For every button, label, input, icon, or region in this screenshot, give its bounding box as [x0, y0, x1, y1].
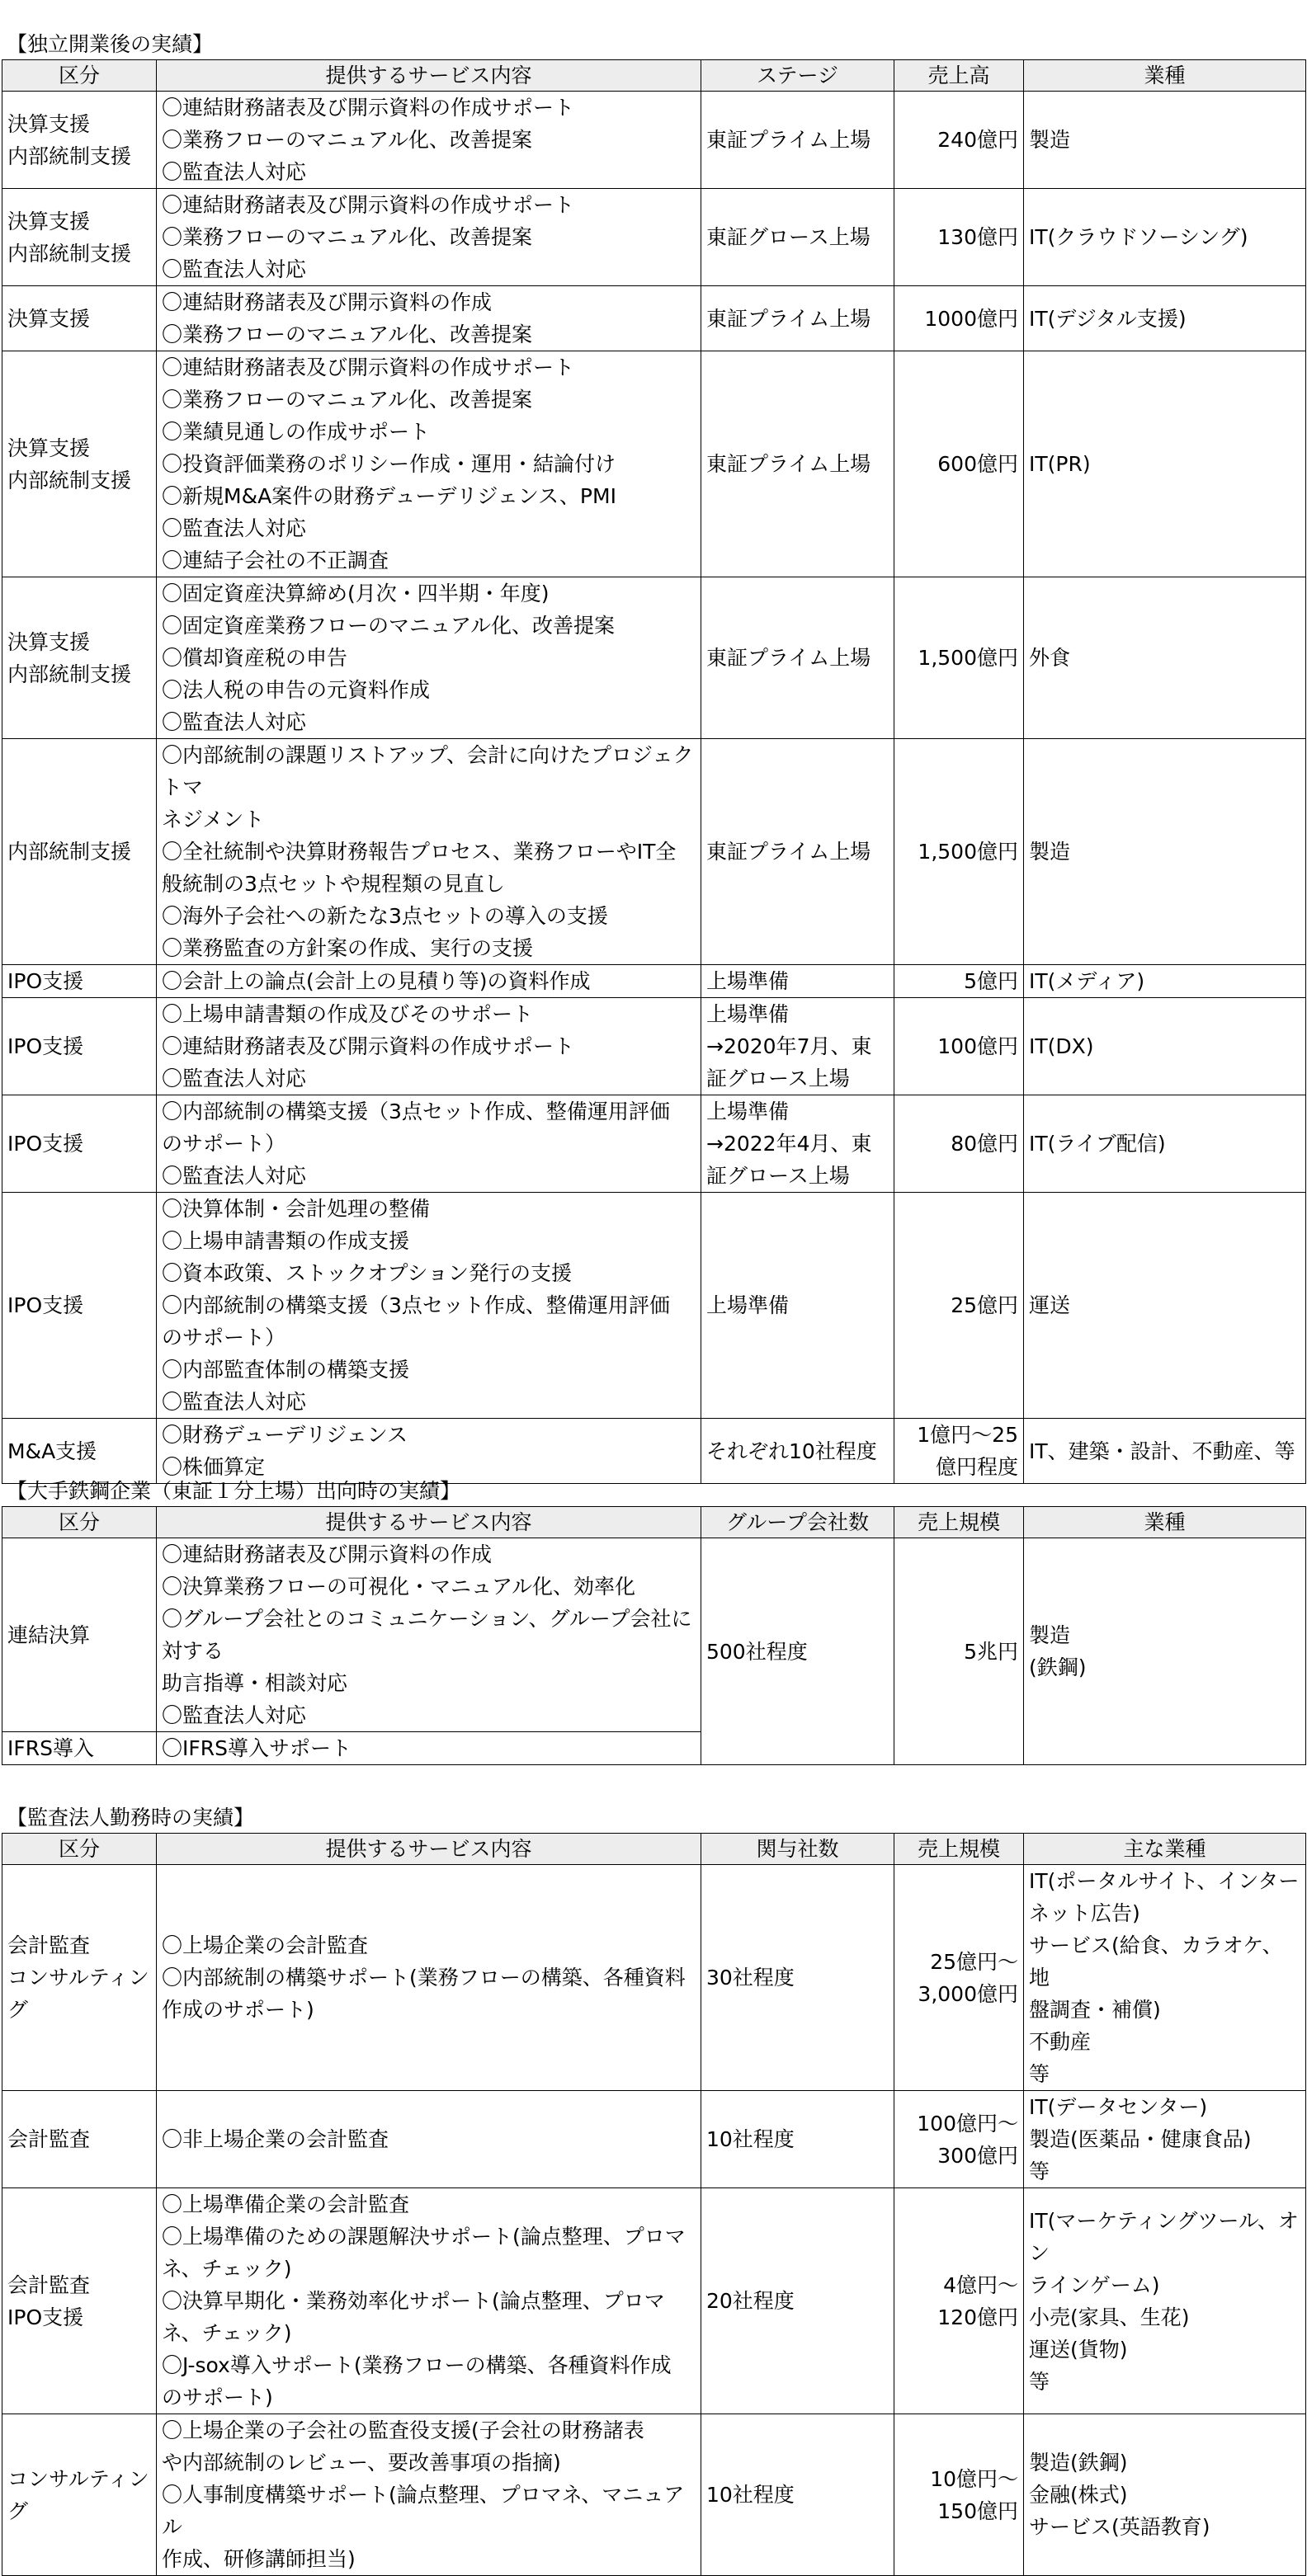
text-line: IT(メディア)	[1029, 969, 1145, 993]
text-line: IT(DX)	[1029, 1034, 1094, 1058]
cell-category	[2, 577, 157, 739]
header-company-count: 関与社数	[701, 1834, 894, 1865]
text-line: IT(ライブ配信)	[1029, 1132, 1166, 1156]
text-line: 会計監査	[7, 2272, 91, 2297]
text-line: 東証プライム上場	[706, 840, 871, 864]
text-line: 〇業務フローのマニュアル化、改善提案	[162, 128, 533, 152]
text-line: 上場準備	[706, 969, 790, 993]
text-line: 〇会計上の論点(会計上の見積り等)の資料作成	[162, 969, 591, 993]
text-line: 100億円	[937, 1034, 1018, 1058]
cell-sales	[894, 1419, 1024, 1484]
text-line: 決算支援	[7, 436, 91, 460]
text-line: 製造(医薬品・健康食品)	[1029, 2127, 1252, 2151]
text-line: (鉄鋼)	[1029, 1655, 1087, 1679]
cell-sales	[894, 998, 1024, 1095]
table-row	[2, 1538, 1306, 1732]
text-line: 〇連結子会社の不正調査	[162, 549, 389, 572]
text-line: 〇決算体制・会計処理の整備	[162, 1197, 431, 1221]
cell-industry	[1024, 351, 1306, 577]
table-row	[2, 2091, 1306, 2188]
text-line: 〇内部統制の構築支援（3点セット作成、整備運用評価	[162, 1293, 670, 1317]
text-line: 製造	[1029, 840, 1071, 864]
cell-stage	[701, 1865, 894, 2091]
text-line: 運送(貨物)	[1029, 2337, 1128, 2362]
text-line: 製造(鉄鋼)	[1029, 2451, 1128, 2475]
text-line: 東証プライム上場	[706, 306, 871, 331]
cell-sales	[894, 1095, 1024, 1193]
section-title: 【監査法人勤務時の実績】	[7, 1806, 255, 1830]
text-line: M&A支援	[7, 1439, 97, 1463]
text-line: 億円程度	[935, 1455, 1018, 1479]
cell-stage	[701, 286, 894, 351]
cell-sales	[894, 965, 1024, 998]
text-line: 〇業務フローのマニュアル化、改善提案	[162, 323, 533, 346]
text-line: IPO支援	[7, 1132, 84, 1156]
header-row	[2, 60, 1306, 92]
cell-services	[157, 189, 701, 286]
text-line: 25億円	[951, 1293, 1018, 1317]
section-steel	[2, 1476, 1305, 1765]
table-row	[2, 1095, 1306, 1193]
header-sales-scale: 売上規模	[894, 1834, 1024, 1865]
cell-stage	[701, 998, 894, 1095]
header-industry: 業種	[1024, 1507, 1306, 1538]
text-line: 不動産	[1029, 2030, 1092, 2054]
text-line: 25億円～	[930, 1949, 1018, 1974]
text-line: 〇法人税の申告の元資料作成	[162, 678, 431, 702]
text-line: 4億円～	[943, 2272, 1018, 2297]
header-services: 提供するサービス内容	[157, 60, 701, 92]
text-line: 10社程度	[706, 2483, 795, 2507]
cell-sales	[894, 189, 1024, 286]
text-line: 〇連結財務諸表及び開示資料の作成サポート	[162, 193, 575, 217]
text-line: 製造	[1029, 1623, 1071, 1647]
text-line: 〇株価算定	[162, 1455, 266, 1479]
text-line: 〇内部統制の課題リストアップ、会計に向けたプロジェクトマ	[162, 743, 694, 799]
text-line: IPO支援	[7, 1293, 84, 1317]
text-line: コンサルティング	[7, 2466, 149, 2523]
text-line: 1000億円	[924, 306, 1018, 331]
text-line: 〇上場企業の子会社の監査役支援(子会社の財務諸表	[162, 2418, 644, 2442]
text-line: ネ、チェック)	[162, 2257, 292, 2281]
cell-sales	[894, 351, 1024, 577]
text-line: 120億円	[937, 2305, 1018, 2329]
cell-services	[157, 1095, 701, 1193]
results-table	[2, 59, 1306, 1484]
header-main-industry: 主な業種	[1024, 1834, 1306, 1865]
header-sales-scale: 売上規模	[894, 1507, 1024, 1538]
cell-category	[2, 1865, 157, 2091]
text-line: 1,500億円	[918, 646, 1018, 670]
text-line: 1,500億円	[918, 840, 1018, 864]
cell-industry	[1024, 286, 1306, 351]
cell-category	[2, 2091, 157, 2188]
text-line: 〇上場準備のための課題解決サポート(論点整理、プロマ	[162, 2225, 686, 2249]
text-line: IT(クラウドソーシング)	[1029, 225, 1248, 249]
text-line: それぞれ10社程度	[706, 1439, 877, 1463]
header-industry: 業種	[1024, 60, 1306, 92]
cell-category	[2, 739, 157, 965]
text-line: 300億円	[937, 2143, 1018, 2168]
cell-stage	[701, 351, 894, 577]
table-row	[2, 739, 1306, 965]
text-line: 決算支援	[7, 209, 91, 233]
cell-services	[157, 1538, 701, 1732]
text-line: 5兆円	[964, 1639, 1018, 1664]
cell-category	[2, 1419, 157, 1484]
cell-category	[2, 998, 157, 1095]
text-line: IT(データセンター)	[1029, 2095, 1208, 2119]
text-line: 〇償却資産税の申告	[162, 646, 348, 670]
text-line: 助言指導・相談対応	[162, 1671, 348, 1695]
cell-sales	[894, 2414, 1024, 2576]
table-row	[2, 351, 1306, 577]
text-line: 80億円	[951, 1132, 1018, 1156]
section-independent	[2, 30, 1305, 1484]
text-line: 130億円	[937, 225, 1018, 249]
text-line: のサポート）	[162, 1326, 286, 1349]
cell-stage	[701, 577, 894, 739]
table-row	[2, 1193, 1306, 1419]
text-line: ネ、チェック)	[162, 2321, 292, 2345]
cell-industry	[1024, 2188, 1306, 2414]
header-category: 区分	[2, 60, 157, 92]
table-row	[2, 2188, 1306, 2414]
text-line: 〇グループ会社とのコミュニケーション、グループ会社に対する	[162, 1607, 692, 1663]
text-line: 〇投資評価業務のポリシー作成・運用・結論付け	[162, 452, 616, 476]
text-line: 〇連結財務諸表及び開示資料の作成	[162, 1542, 493, 1566]
cell-services	[157, 1419, 701, 1484]
text-line: 決算支援	[7, 306, 91, 331]
text-line: 〇上場準備企業の会計監査	[162, 2192, 410, 2216]
text-line: 〇IFRS導入サポート	[162, 1736, 352, 1760]
cell-industry	[1024, 1095, 1306, 1193]
text-line: コンサルティング	[7, 1966, 149, 2022]
cell-services	[157, 2414, 701, 2576]
text-line: IPO支援	[7, 1034, 84, 1058]
cell-industry	[1024, 739, 1306, 965]
text-line: 〇内部統制の構築サポート(業務フローの構築、各種資料	[162, 1966, 686, 1990]
cell-stage	[701, 189, 894, 286]
text-line: 決算支援	[7, 111, 91, 136]
table-body	[2, 1538, 1306, 1765]
cell-sales	[894, 577, 1024, 739]
text-line: 〇連結財務諸表及び開示資料の作成サポート	[162, 1034, 575, 1058]
text-line: や内部統制のレビュー、要改善事項の指摘)	[162, 2451, 561, 2475]
text-line: 会計監査	[7, 1933, 91, 1957]
text-line: 東証グロース上場	[706, 225, 871, 249]
text-line: サービス(給食、カラオケ、地	[1029, 1933, 1283, 1990]
text-line: 証グロース上場	[706, 1164, 850, 1188]
text-line: IT、建築・設計、不動産、等	[1029, 1439, 1295, 1463]
text-line: IFRS導入	[7, 1736, 94, 1760]
text-line: 〇上場申請書類の作成及びそのサポート	[162, 1002, 534, 1026]
table-row	[2, 92, 1306, 189]
text-line: 製造	[1029, 128, 1071, 152]
text-line: 運送	[1029, 1293, 1071, 1317]
text-line: 30社程度	[706, 1966, 795, 1990]
section-audit-firm	[2, 1803, 1305, 2576]
text-line: 〇連結財務諸表及び開示資料の作成サポート	[162, 356, 575, 379]
results-table	[2, 1506, 1306, 1765]
text-line: 〇監査法人対応	[162, 1164, 307, 1188]
header-row	[2, 1834, 1306, 1865]
cell-services	[157, 1732, 701, 1765]
cell-industry	[1024, 577, 1306, 739]
text-line: 盤調査・補償)	[1029, 1998, 1161, 2022]
table-body	[2, 1865, 1306, 2576]
text-line: 会計監査	[7, 2127, 91, 2151]
cell-industry	[1024, 1419, 1306, 1484]
text-line: 〇内部統制の構築支援（3点セット作成、整備運用評価	[162, 1100, 670, 1123]
cell-industry	[1024, 965, 1306, 998]
cell-sales	[894, 2091, 1024, 2188]
text-line: 10億円～	[930, 2466, 1018, 2491]
text-line: 証グロース上場	[706, 1067, 850, 1090]
table-row	[2, 577, 1306, 739]
cell-category	[2, 1732, 157, 1765]
text-line: 内部統制支援	[7, 241, 132, 266]
cell-sales	[894, 1865, 1024, 2091]
text-line: 東証プライム上場	[706, 452, 871, 476]
text-line: IT(デジタル支援)	[1029, 306, 1187, 331]
text-line: 〇監査法人対応	[162, 160, 307, 184]
text-line: 〇監査法人対応	[162, 710, 307, 734]
text-line: 内部統制支援	[7, 662, 132, 686]
text-line: 〇上場企業の会計監査	[162, 1933, 369, 1957]
text-line: 〇業務監査の方針案の作成、実行の支援	[162, 936, 534, 960]
cell-sales	[894, 739, 1024, 965]
text-line: 金融(株式)	[1029, 2483, 1128, 2507]
table-row	[2, 2414, 1306, 2576]
header-category: 区分	[2, 1507, 157, 1538]
cell-services	[157, 998, 701, 1095]
text-line: 上場準備	[706, 1100, 790, 1123]
text-line: 作成のサポート)	[162, 1998, 314, 2022]
text-line: 上場準備	[706, 1002, 790, 1026]
table-body	[2, 92, 1306, 1484]
text-line: →2022年4月、東	[706, 1132, 872, 1156]
cell-sales	[894, 286, 1024, 351]
text-line: 〇連結財務諸表及び開示資料の作成	[162, 290, 493, 314]
text-line: 東証プライム上場	[706, 128, 871, 152]
text-line: 〇業績見通しの作成サポート	[162, 420, 431, 444]
cell-sales	[894, 2188, 1024, 2414]
text-line: 外食	[1029, 646, 1071, 670]
text-line: 般統制の3点セットや規程類の見直し	[162, 872, 505, 896]
text-line: 〇監査法人対応	[162, 516, 307, 540]
cell-industry	[1024, 2091, 1306, 2188]
cell-stage	[701, 1193, 894, 1419]
cell-services	[157, 2188, 701, 2414]
cell-services	[157, 739, 701, 965]
cell-services	[157, 577, 701, 739]
text-line: ラインゲーム)	[1029, 2272, 1160, 2297]
text-line: 〇非上場企業の会計監査	[162, 2127, 389, 2151]
header-services: 提供するサービス内容	[157, 1834, 701, 1865]
cell-services	[157, 286, 701, 351]
text-line: 〇J-sox導入サポート(業務フローの構築、各種資料作成	[162, 2353, 672, 2377]
header-category: 区分	[2, 1834, 157, 1865]
text-line: サービス(英語教育)	[1029, 2515, 1210, 2539]
text-line: 〇監査法人対応	[162, 1067, 307, 1090]
text-line: 〇監査法人対応	[162, 257, 307, 281]
text-line: 1億円～25	[917, 1423, 1018, 1447]
cell-industry	[1024, 92, 1306, 189]
cell-services	[157, 1193, 701, 1419]
cell-stage	[701, 2414, 894, 2576]
cell-category	[2, 2188, 157, 2414]
cell-category	[2, 1193, 157, 1419]
table-row	[2, 189, 1306, 286]
cell-industry	[1024, 2414, 1306, 2576]
text-line: 〇監査法人対応	[162, 1703, 307, 1727]
text-line: ネット広告)	[1029, 1901, 1140, 1925]
text-line: 内部統制支援	[7, 144, 132, 168]
cell-category	[2, 965, 157, 998]
text-line: ネジメント	[162, 808, 265, 831]
text-line: IPO支援	[7, 969, 84, 993]
text-line: 決算支援	[7, 629, 91, 654]
cell-stage	[701, 739, 894, 965]
cell-stage	[701, 1095, 894, 1193]
cell-services	[157, 965, 701, 998]
table-row	[2, 998, 1306, 1095]
text-line: 上場準備	[706, 1293, 790, 1317]
cell-industry	[1024, 998, 1306, 1095]
section-title: 【大手鉄鋼企業（東証１分上場）出向時の実績】	[7, 1479, 461, 1503]
cell-industry	[1024, 189, 1306, 286]
text-line: 100億円～	[917, 2111, 1018, 2136]
text-line: のサポート)	[162, 2385, 273, 2409]
text-line: 小売(家具、生花)	[1029, 2305, 1190, 2329]
text-line: 〇固定資産決算締め(月次・四半期・年度)	[162, 582, 550, 605]
cell-services	[157, 351, 701, 577]
text-line: 〇業務フローのマニュアル化、改善提案	[162, 388, 533, 412]
text-line: 内部統制支援	[7, 840, 132, 864]
cell-industry	[1024, 1538, 1306, 1765]
text-line: 〇資本政策、ストックオプション発行の支援	[162, 1261, 573, 1285]
cell-group-count	[701, 1538, 894, 1765]
text-line: 〇財務デューデリジェンス	[162, 1423, 408, 1447]
cell-category	[2, 286, 157, 351]
cell-services	[157, 2091, 701, 2188]
cell-stage	[701, 92, 894, 189]
text-line: 150億円	[937, 2498, 1018, 2523]
cell-industry	[1024, 1193, 1306, 1419]
cell-category	[2, 189, 157, 286]
text-line: IPO支援	[7, 2305, 84, 2329]
table-row	[2, 286, 1306, 351]
header-row	[2, 1507, 1306, 1538]
results-table	[2, 1833, 1306, 2576]
text-line: →2020年7月、東	[706, 1034, 872, 1058]
section-title: 【独立開業後の実績】	[7, 32, 214, 56]
cell-services	[157, 1865, 701, 2091]
cell-stage	[701, 2091, 894, 2188]
text-line: 3,000億円	[918, 1981, 1018, 2006]
cell-stage	[701, 2188, 894, 2414]
header-stage: ステージ	[701, 60, 894, 92]
text-line: 20社程度	[706, 2289, 795, 2313]
cell-stage	[701, 965, 894, 998]
text-line: 〇全社統制や決算財務報告プロセス、業務フローやIT全	[162, 840, 677, 864]
text-line: IT(ポータルサイト、インター	[1029, 1869, 1300, 1893]
text-line: 〇連結財務諸表及び開示資料の作成サポート	[162, 96, 575, 120]
cell-category	[2, 1538, 157, 1732]
text-line: 500社程度	[706, 1639, 808, 1664]
text-line: 等	[1029, 2369, 1050, 2394]
text-line: IT(PR)	[1029, 452, 1091, 476]
text-line: 内部統制支援	[7, 468, 132, 492]
text-line: 〇海外子会社への新たな3点セットの導入の支援	[162, 904, 608, 928]
text-line: 10社程度	[706, 2127, 795, 2151]
text-line: 5億円	[964, 969, 1018, 993]
table-row	[2, 1419, 1306, 1484]
text-line: 東証プライム上場	[706, 646, 871, 670]
text-line: IT(マーケティングツール、オン	[1029, 2208, 1299, 2265]
text-line: 等	[1029, 2062, 1050, 2086]
text-line: 600億円	[937, 452, 1018, 476]
text-line: 〇決算業務フローの可視化・マニュアル化、効率化	[162, 1575, 636, 1599]
text-line: 〇監査法人対応	[162, 1390, 307, 1414]
text-line: 〇業務フローのマニュアル化、改善提案	[162, 225, 533, 249]
header-group-count: グループ会社数	[701, 1507, 894, 1538]
cell-services	[157, 92, 701, 189]
text-line: 〇新規M&A案件の財務デューデリジェンス、PMI	[162, 484, 616, 508]
cell-sales-scale	[894, 1538, 1024, 1765]
cell-stage	[701, 1419, 894, 1484]
text-line: 〇内部監査体制の構築支援	[162, 1358, 410, 1382]
cell-industry	[1024, 1865, 1306, 2091]
text-line: 等	[1029, 2159, 1050, 2183]
text-line: 240億円	[937, 128, 1018, 152]
cell-category	[2, 2414, 157, 2576]
text-line: 〇上場申請書類の作成支援	[162, 1229, 410, 1253]
text-line: 作成、研修講師担当)	[162, 2547, 356, 2571]
text-line: のサポート）	[162, 1132, 286, 1156]
cell-sales	[894, 1193, 1024, 1419]
table-row	[2, 1865, 1306, 2091]
text-line: 〇人事制度構築サポート(論点整理、プロマネ、マニュアル	[162, 2483, 685, 2539]
text-line: 〇固定資産業務フローのマニュアル化、改善提案	[162, 614, 616, 638]
text-line: 〇決算早期化・業務効率化サポート(論点整理、プロマ	[162, 2289, 665, 2313]
cell-category	[2, 351, 157, 577]
header-sales: 売上高	[894, 60, 1024, 92]
header-services: 提供するサービス内容	[157, 1507, 701, 1538]
cell-sales	[894, 92, 1024, 189]
cell-category	[2, 92, 157, 189]
text-line: 連結決算	[7, 1622, 91, 1647]
cell-category	[2, 1095, 157, 1193]
table-row	[2, 965, 1306, 998]
